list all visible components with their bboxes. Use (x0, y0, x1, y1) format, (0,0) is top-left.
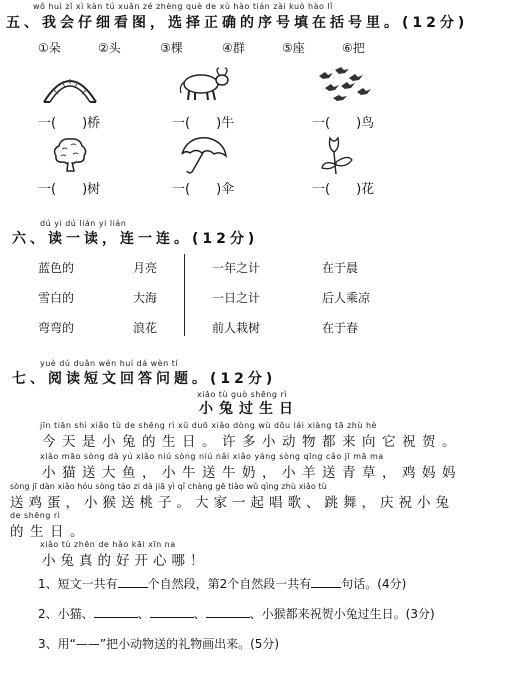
question-2 (38, 605, 435, 622)
question-2-part-c: 、 (193, 607, 206, 621)
story-title-pinyin: xiǎo tù guò shēng rì (197, 390, 287, 399)
story-line-4-pinyin: de shēng rì (10, 511, 61, 520)
question-1-part-c: 句话。(4分) (341, 577, 407, 591)
story-line-2: 小猫送大鱼，小牛送牛奶，小羊送青草，鸡妈妈 (42, 465, 462, 481)
match-left-a-1[interactable]: 蓝色的 (38, 261, 75, 275)
option-2: ②头 (98, 41, 121, 55)
story-line-2-pinyin: xiǎo māo sòng dà yú xiǎo niú sòng niú nǎi xiǎo yáng sòng qīng cǎo jī mā ma (40, 452, 384, 461)
story-line-1: 今天是小兔的生日。许多小动物都来向它祝贺。 (42, 434, 462, 450)
match-left-a-2[interactable]: 雪白的 (38, 291, 75, 305)
question-1 (38, 575, 406, 592)
answer-bird[interactable]: 一( )鸟 (312, 116, 375, 131)
story-line-3-pinyin: sòng jī dàn xiǎo hóu sòng táo zi dà jiā yì qǐ chàng gē tiào wǔ qìng zhù xiǎo tù (10, 482, 327, 491)
option-3: ③棵 (160, 41, 183, 55)
question-1-blank-1[interactable] (118, 575, 148, 588)
umbrella-icon (178, 134, 230, 176)
match-right-b-3[interactable]: 在于春 (322, 321, 359, 335)
match-right-b-2[interactable]: 后人乘凉 (322, 291, 371, 305)
option-4: ④群 (222, 41, 245, 55)
section5-pinyin: wǒ huì zǐ xì kàn tú xuǎn zé zhèng què de xù hào tián zài kuò hào lǐ (33, 2, 333, 11)
section5-title: 五、我会仔细看图，选择正确的序号填在括号里。(12分) (6, 15, 469, 31)
question-2-part-a: 2、小猫、 (38, 607, 94, 621)
option-6: ⑥把 (342, 41, 365, 55)
match-right-a-2[interactable]: 一日之计 (212, 291, 261, 305)
match-divider (184, 254, 185, 336)
match-left-b-2[interactable]: 大海 (133, 291, 158, 305)
question-2-blank-3[interactable] (206, 605, 250, 618)
question-1-blank-2[interactable] (311, 575, 341, 588)
answer-flower[interactable]: 一( )花 (312, 182, 375, 197)
question-2-part-b: 、 (137, 607, 150, 621)
match-right-a-1[interactable]: 一年之计 (212, 261, 261, 275)
answer-ox[interactable]: 一( )牛 (172, 116, 235, 131)
ox-icon (175, 66, 235, 104)
story-line-1-pinyin: jīn tiān shì xiǎo tù de shēng rì xǔ duō xiǎo dòng wù dōu lái xiàng tā zhù hè (40, 421, 377, 430)
option-1: ①朵 (38, 41, 61, 55)
question-3: 3、用“——”把小动物送的礼物画出来。(5分) (38, 637, 280, 651)
answer-umbrella[interactable]: 一( )伞 (172, 182, 235, 197)
match-left-a-3[interactable]: 弯弯的 (38, 321, 75, 335)
question-2-blank-1[interactable] (94, 605, 138, 618)
match-left-b-1[interactable]: 月亮 (133, 261, 158, 275)
section7-title: 七、阅读短文回答问题。(12分) (12, 371, 277, 387)
flower-icon (318, 134, 358, 176)
bridge-icon (40, 66, 100, 104)
match-left-b-3[interactable]: 浪花 (133, 321, 158, 335)
tree-icon (52, 136, 88, 172)
section7-pinyin: yuè dú duǎn wén huí dá wèn tí (40, 359, 179, 368)
option-5: ⑤座 (282, 41, 305, 55)
question-2-part-d: 、小猴都来祝贺小兔过生日。(3分) (249, 607, 435, 621)
question-1-part-a: 1、短文一共有 (38, 577, 118, 591)
section6-pinyin: dú yi dú lián yi lián (40, 219, 127, 228)
story-line-5: 小兔真的好开心哪！ (42, 553, 209, 569)
bird-flock-icon (315, 66, 375, 104)
story-title: 小兔过生日 (199, 401, 299, 417)
answer-tree[interactable]: 一( )树 (38, 182, 101, 197)
match-right-b-1[interactable]: 在于晨 (322, 261, 359, 275)
match-right-a-3[interactable]: 前人栽树 (212, 321, 261, 335)
story-line-5-pinyin: xiǎo tù zhēn de hǎo kāi xīn na (40, 540, 176, 549)
section6-title: 六、读一读，连一连。(12分) (12, 231, 259, 247)
story-line-4: 的生日。 (10, 524, 90, 540)
answer-bridge[interactable]: 一( )桥 (38, 116, 101, 131)
question-2-blank-2[interactable] (150, 605, 194, 618)
story-line-3: 送鸡蛋，小猴送桃子。大家一起唱歌、跳舞，庆祝小兔 (10, 495, 454, 511)
question-1-part-b: 个自然段，第2个自然段一共有 (147, 577, 312, 591)
